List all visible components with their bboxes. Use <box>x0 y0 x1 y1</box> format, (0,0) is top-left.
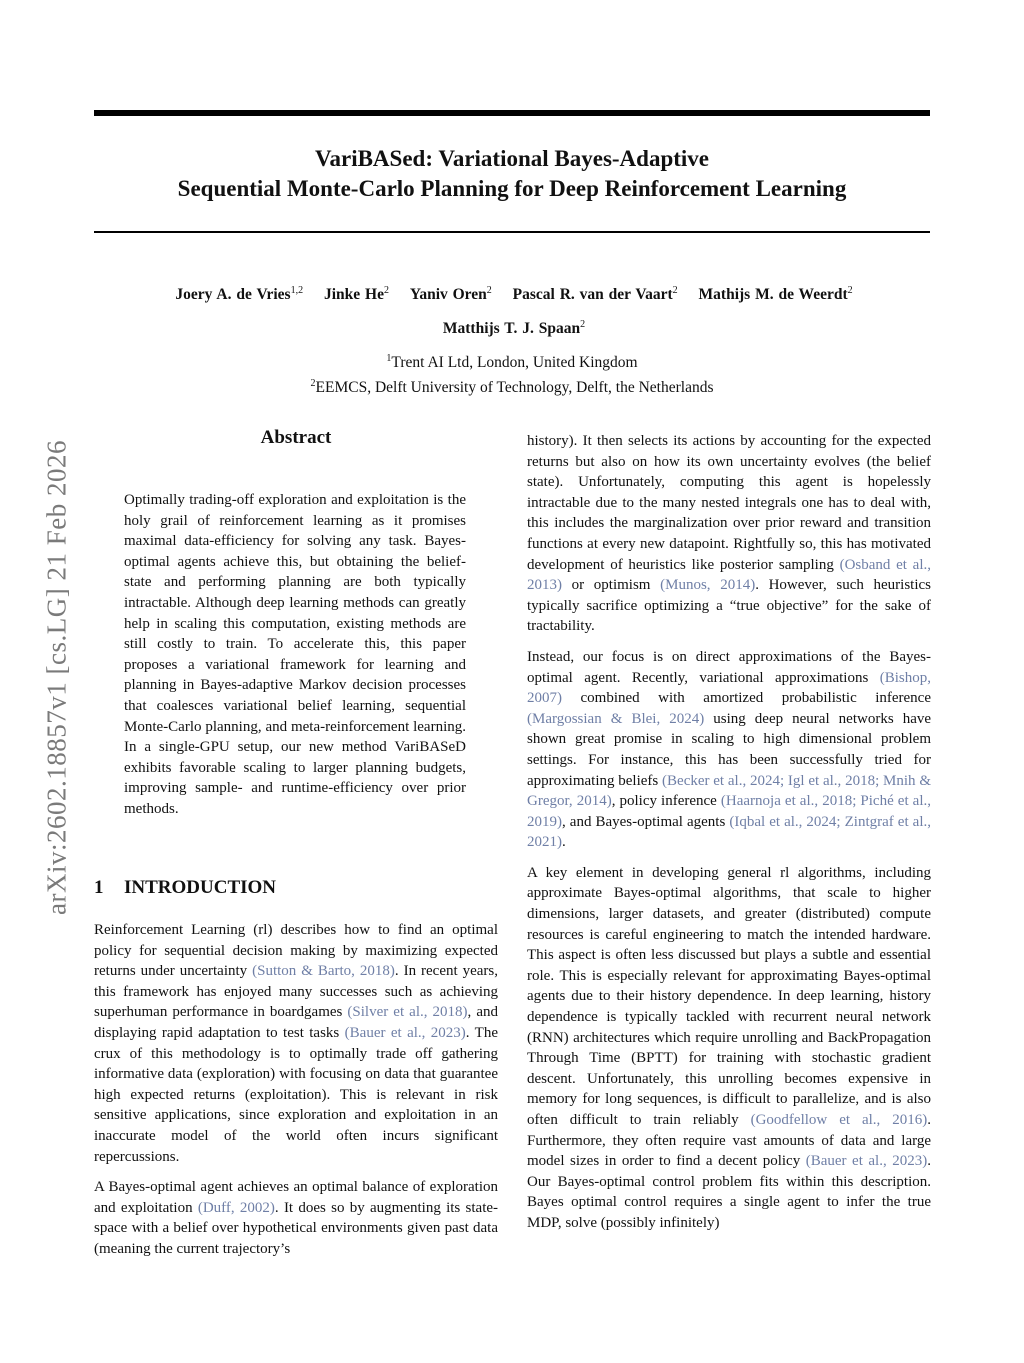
citation-link[interactable]: (Becker et al., 2024; Igl et al., 2018; Mnih & Gregor, 2014) <box>527 772 931 810</box>
section-title: INTRODUCTION <box>124 877 277 898</box>
body-text: . The crux of this methodology is to optimally trade off gathering informative data (exploration) with focusing on data that guarantee high expected returns (exploitation). This is relevant in risk sensitive applications, since exploration and exploitation in an inaccurate model of the world often incurs significant repercussions. <box>94 1024 498 1165</box>
body-text: , and displaying rapid adaptation to test tasks <box>94 1004 498 1041</box>
citation-link[interactable]: (Silver et al., 2018) <box>347 1004 468 1021</box>
right-column-body <box>527 431 931 1244</box>
body-text: history). It then selects its actions by accounting for the expected returns but also on how its own uncertainty evolves (the belief state). Unfortunately, computing this agent is hopelessly intractable due to the many nested integrals one has to deal with, this includes the marginalization over prior reward and transition functions at every new datapoint. Rightfully so, this has motivated development of heuristics like posterior sampling <box>527 433 931 573</box>
citation-link[interactable]: (Bishop, 2007) <box>527 669 931 707</box>
body-text: . <box>562 834 566 851</box>
body-text: using deep neural networks have shown great promise in scaling to high dimensional problem settings. For instance, this has been successfully tried for approximating beliefs <box>527 710 932 789</box>
top-rule <box>94 110 930 116</box>
body-text: or optimism <box>562 577 661 594</box>
author-name: Pascal R. van der Vaart$^2$ <box>512 285 678 304</box>
affiliation-2: $^2$EEMCS, Delft University of Technology, Delft, the Netherlands <box>310 378 714 397</box>
abstract-heading: Abstract <box>260 427 332 448</box>
paragraph <box>527 647 931 853</box>
citation-link[interactable]: (Iqbal et al., 2024; Zintgraf et al., 2021) <box>527 813 931 851</box>
author-name: Mathijs M. de Weerdt$^2$ <box>698 285 853 304</box>
body-text: . It does so by augmenting its state-space with a belief over hypothetical environments given past data (meaning the current trajectory’s <box>94 1199 499 1257</box>
citation-link[interactable]: (Goodfellow et al., 2016) <box>750 1112 928 1128</box>
paragraph <box>527 863 931 1234</box>
body-text: Reinforcement Learning (rl) describes how to find an optimal policy for sequential decision making by maximizing expected returns under uncertainty <box>94 922 498 980</box>
author-name: Matthijs T. J. Spaan$^2$ <box>442 319 586 338</box>
title-line-1: VariBASed: Variational Bayes-Adaptive <box>314 146 710 171</box>
author-name: Jinke He$^2$ <box>323 285 389 304</box>
affiliation-1: $^1$Trent AI Ltd, London, United Kingdom <box>386 353 638 372</box>
body-text: . In recent years, this framework has enjoyed many successes such as achieving superhuman performance in boardgames <box>94 963 498 1021</box>
paper-title <box>94 144 930 204</box>
body-text: , and Bayes-optimal agents <box>562 813 730 830</box>
body-text: . Furthermore, they often require vast amounts of data and large model sizes in order to find a decent policy <box>527 1112 931 1170</box>
citation-link[interactable]: (Bauer et al., 2023) <box>344 1024 466 1041</box>
paragraph <box>527 431 931 637</box>
body-text: . However, such heuristics typically sacrifice optimizing a “true objective” for the sake of tractability. <box>527 577 932 635</box>
section-number: 1 <box>94 877 104 898</box>
paragraph <box>94 920 498 1167</box>
paragraph <box>94 1177 498 1259</box>
affiliations <box>94 348 930 398</box>
arxiv-identifier: arXiv:2602.18857v1 [cs.LG] 21 Feb 2026 <box>41 440 72 915</box>
author-name: Yaniv Oren$^2$ <box>409 285 492 304</box>
title-line-2: Sequential Monte-Carlo Planning for Deep Reinforcement Learning <box>177 176 847 201</box>
body-text: A Bayes-optimal agent achieves an optimal balance of exploration and exploitation <box>94 1179 498 1216</box>
citation-link[interactable]: (Sutton & Barto, 2018) <box>252 963 395 980</box>
citation-link[interactable]: (Duff, 2002) <box>197 1199 275 1216</box>
author-list <box>94 276 934 344</box>
body-text: . Our Bayes-optimal control problem fits within this description. Bayes optimal control requires a single agent to infer the true MDP, solve (possibly infinitely) <box>527 1153 931 1231</box>
citation-link[interactable]: (Haarnoja et al., 2018; Piché et al., 2019) <box>527 793 932 830</box>
citation-link[interactable]: (Munos, 2014) <box>660 577 756 594</box>
author-name: Joery A. de Vries$^{1,2}$ <box>175 285 304 304</box>
citation-link[interactable]: (Margossian & Blei, 2024) <box>527 710 705 727</box>
citation-link[interactable]: (Bauer et al., 2023) <box>805 1153 928 1170</box>
left-column-body <box>94 920 498 1270</box>
title-bottom-rule <box>94 231 930 233</box>
body-text: combined with amortized probabilistic inference <box>562 690 931 707</box>
section-heading-introduction <box>94 877 276 899</box>
body-text: A key element in developing general rl algorithms, including approximate Bayes-optimal algorithms, that scale to higher dimensions, larger datasets, and greater (distributed) compute resources is careful engineering to match the intended hardware. This aspect is often less discussed but plays a subtle and essential role. This is especially relevant for approximating Bayes-optimal agents due to their history dependence. In deep learning, history dependence is typically tackled with recurrent neural network (RNN) architectures which require unrolling and BackPropagation Through Time (BPTT) for training with stochastic gradient descent. Unfortunately, this unrolling becomes expensive in memory for long sequences, is difficult to parallelize, and is also often difficult to train reliably <box>527 864 931 1128</box>
body-text: Instead, our focus is on direct approximations of the Bayes-optimal agent. Recently, variational approximations <box>527 648 931 686</box>
abstract-body: Optimally trading-off exploration and exploitation is the holy grail of reinforcement learning as it promises maximal data-efficiency for solving any task. Bayes-optimal agents achieve this, but obtaining the belief-state and performing planning are both typically intractable. Although deep learning methods can greatly help in scaling this computation, existing methods are still costly to train. To accelerate this, this paper proposes a variational framework for learning and planning in Bayes-adaptive Markov decision processes that coalesces variational belief learning, sequential Monte-Carlo planning, and meta-reinforcement learning. In a single-GPU setup, our new method VariBASeD exhibits favorable scaling to larger planning budgets, improving sample- and runtime-efficiency over prior methods. <box>124 492 466 817</box>
citation-link[interactable]: (Osband et al., 2013) <box>527 556 931 594</box>
body-text: , policy inference <box>611 793 721 810</box>
